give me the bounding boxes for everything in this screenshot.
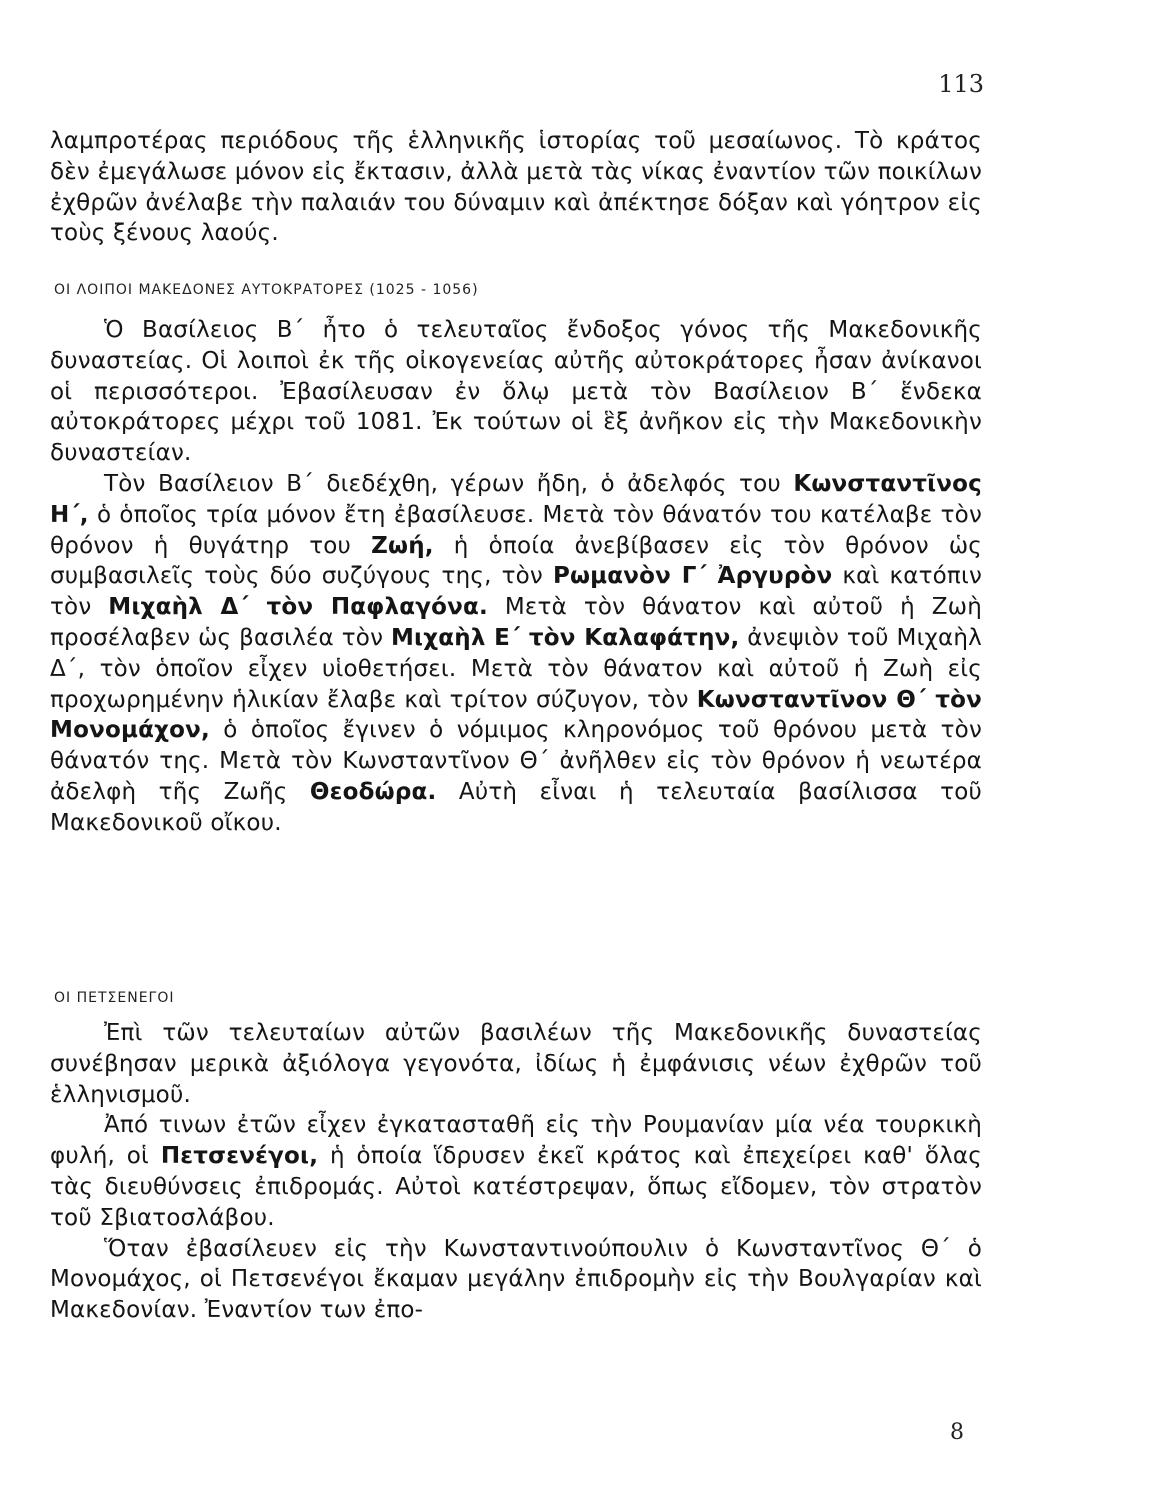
text-run: Τὸν Βασίλειον Β΄ διεδέχθη, γέρων ἤδη, ὁ ἀδελφός του — [104, 470, 794, 497]
text-run: Αὐτὴ εἶναι ἡ τελευταία βασίλισσα τοῦ Μακεδονικοῦ οἴκου. — [50, 778, 982, 836]
emperor-name: Ρωμανὸν Γ΄ Ἀργυρὸν — [552, 563, 833, 590]
text-run: ἡ ὁποία ἀνεβίβασεν εἰς τὸν θρόνον ὡς συμβασιλεῖς τοὺς δύο συζύγους της, τὸν — [50, 532, 983, 590]
paragraph: Ὁ Βασίλειος Β΄ ἦτο ὁ τελευταῖος ἔνδοξος γόνος τῆς Μακεδονικῆς δυναστείας. Οἱ λοιποὶ ἐκ τῆς οἰκογενείας αὐτῆς αὐτοκράτορες ἦσαν ἀνίκανοι οἱ περισσότεροι. Ἐβασίλευσαν ἐν ὅλῳ μετὰ τὸν Βασίλειον Β΄ ἕνδεκα αὐτοκράτορες μέχρι τοῦ 1081. Ἐκ τούτων οἱ ἓξ ἀνῆκον εἰς τὴν Μακεδονικὴν δυναστείαν. — [50, 317, 982, 467]
text-run: Ἀπό τινων ἐτῶν εἶχεν ἐγκατασταθῆ εἰς τὴν Ρουμανίαν μία νέα τουρκικὴ φυλή, οἱ — [50, 1112, 982, 1170]
text-run: ἡ ὁποία ἵδρυσεν ἐκεῖ κράτος καὶ ἐπεχείρει καθ' ὅλας τὰς διευθύνσεις ἐπιδρομάς. Αὐτοὶ κατέστρεψαν, ὅπως εἴδομεν, τὸν στρατὸν τοῦ Σβιατοσλάβου. — [50, 1143, 982, 1231]
text-run: Μετὰ τὸν θάνατον καὶ αὐτοῦ ἡ Ζωὴ προσέλαβεν ὡς βασιλέα τὸν — [50, 594, 983, 651]
empress-name: Ζωή, — [371, 532, 434, 559]
text-run: καὶ κατόπιν τὸν — [50, 563, 983, 621]
section-heading-macedonian-emperors: ΟΙ ΛΟΙΠΟΙ ΜΑΚΕΔΟΝΕΣ ΑΥΤΟΚΡΑΤΟΡΕΣ (1025 - 1056) — [54, 282, 479, 298]
paragraph: Ὅταν ἐβασίλευεν εἰς τὴν Κωνσταντινούπουλιν ὁ Κωνσταντῖνος Θ΄ ὁ Μονομάχος, οἱ Πετσενέγοι ἔκαμαν μεγάλην ἐπιδρομὴν εἰς τὴν Βουλγαρίαν καὶ Μακεδονίαν. Ἐναντίον των ἐπο- — [50, 1235, 982, 1324]
section-heading-pechenegs: ΟΙ ΠΕΤΣΕΝΕΓΟΙ — [54, 990, 175, 1006]
people-name: Πετσενέγοι, — [160, 1143, 319, 1170]
paragraph: Ἐπὶ τῶν τελευταίων αὐτῶν βασιλέων τῆς Μακεδονικῆς δυναστείας συνέβησαν μερικὰ ἀξιόλογα γεγονότα, ἰδίως ἡ ἐμφάνισις νέων ἐχθρῶν τοῦ ἑλληνισμοῦ. — [50, 1020, 982, 1108]
text-run: ἀνεψιὸν τοῦ Μιχαὴλ Δ΄, τὸν ὁποῖον εἶχεν υἱοθετήσει. Μετὰ τὸν θάνατον καὶ αὐτοῦ ἡ Ζωὴ εἰς προχωρημένην ἡλικίαν ἔλαβε καὶ τρίτον σύζυγον, τὸν — [50, 624, 982, 713]
opening-text — [50, 126, 982, 249]
section-pechenegs — [50, 1018, 982, 1326]
emperor-name: Μιχαὴλ Δ΄ τὸν Παφλαγόνα. — [108, 594, 488, 621]
paragraph-pechenegs — [50, 1110, 982, 1233]
empress-name: Θεοδώρα. — [309, 778, 437, 805]
text-run: ὁ ὁποῖος τρία μόνον ἔτη ἐβασίλευσε. Μετὰ τὸν θάνατόν του κατέλαβε τὸν θρόνον ἡ θυγάτηρ του — [50, 501, 982, 559]
paragraph-successors — [50, 469, 982, 839]
opening-paragraph: λαμπροτέρας περιόδους τῆς ἑλληνικῆς ἱστορίας τοῦ μεσαίωνος. Τὸ κράτος δὲν ἐμεγάλωσε μόνον εἰς ἔκτασιν, ἀλλὰ μετὰ τὰς νίκας ἐναντίον τῶν ποικίλων ἐχθρῶν ἀνέλαβε τὴν παλαιάν του δύναμιν καὶ ἀπέκτησε δόξαν καὶ γόητρον εἰς τοὺς ξένους λαούς. — [50, 128, 982, 247]
section-macedonian-emperors — [50, 315, 982, 839]
emperor-name: Μιχαὴλ Ε΄ τὸν Καλαφάτην, — [390, 624, 740, 651]
emperor-name: Κωνσταντῖνος Η΄, — [50, 470, 982, 528]
text-run: ὁ ὁποῖος ἔγινεν ὁ νόμιμος κληρονόμος τοῦ θρόνου μετὰ τὸν θάνατόν της. Μετὰ τὸν Κωνσταντῖνον Θ΄ ἀνῆλθεν εἰς τὸν θρόνον ἡ νεωτέρα ἀδελφὴ τῆς Ζωῆς — [50, 717, 982, 805]
emperor-name: Κωνσταντῖνον Θ΄ τὸν Μονομάχον, — [50, 686, 982, 744]
page-number: 113 — [938, 70, 984, 98]
signature-mark: 8 — [950, 1420, 964, 1445]
